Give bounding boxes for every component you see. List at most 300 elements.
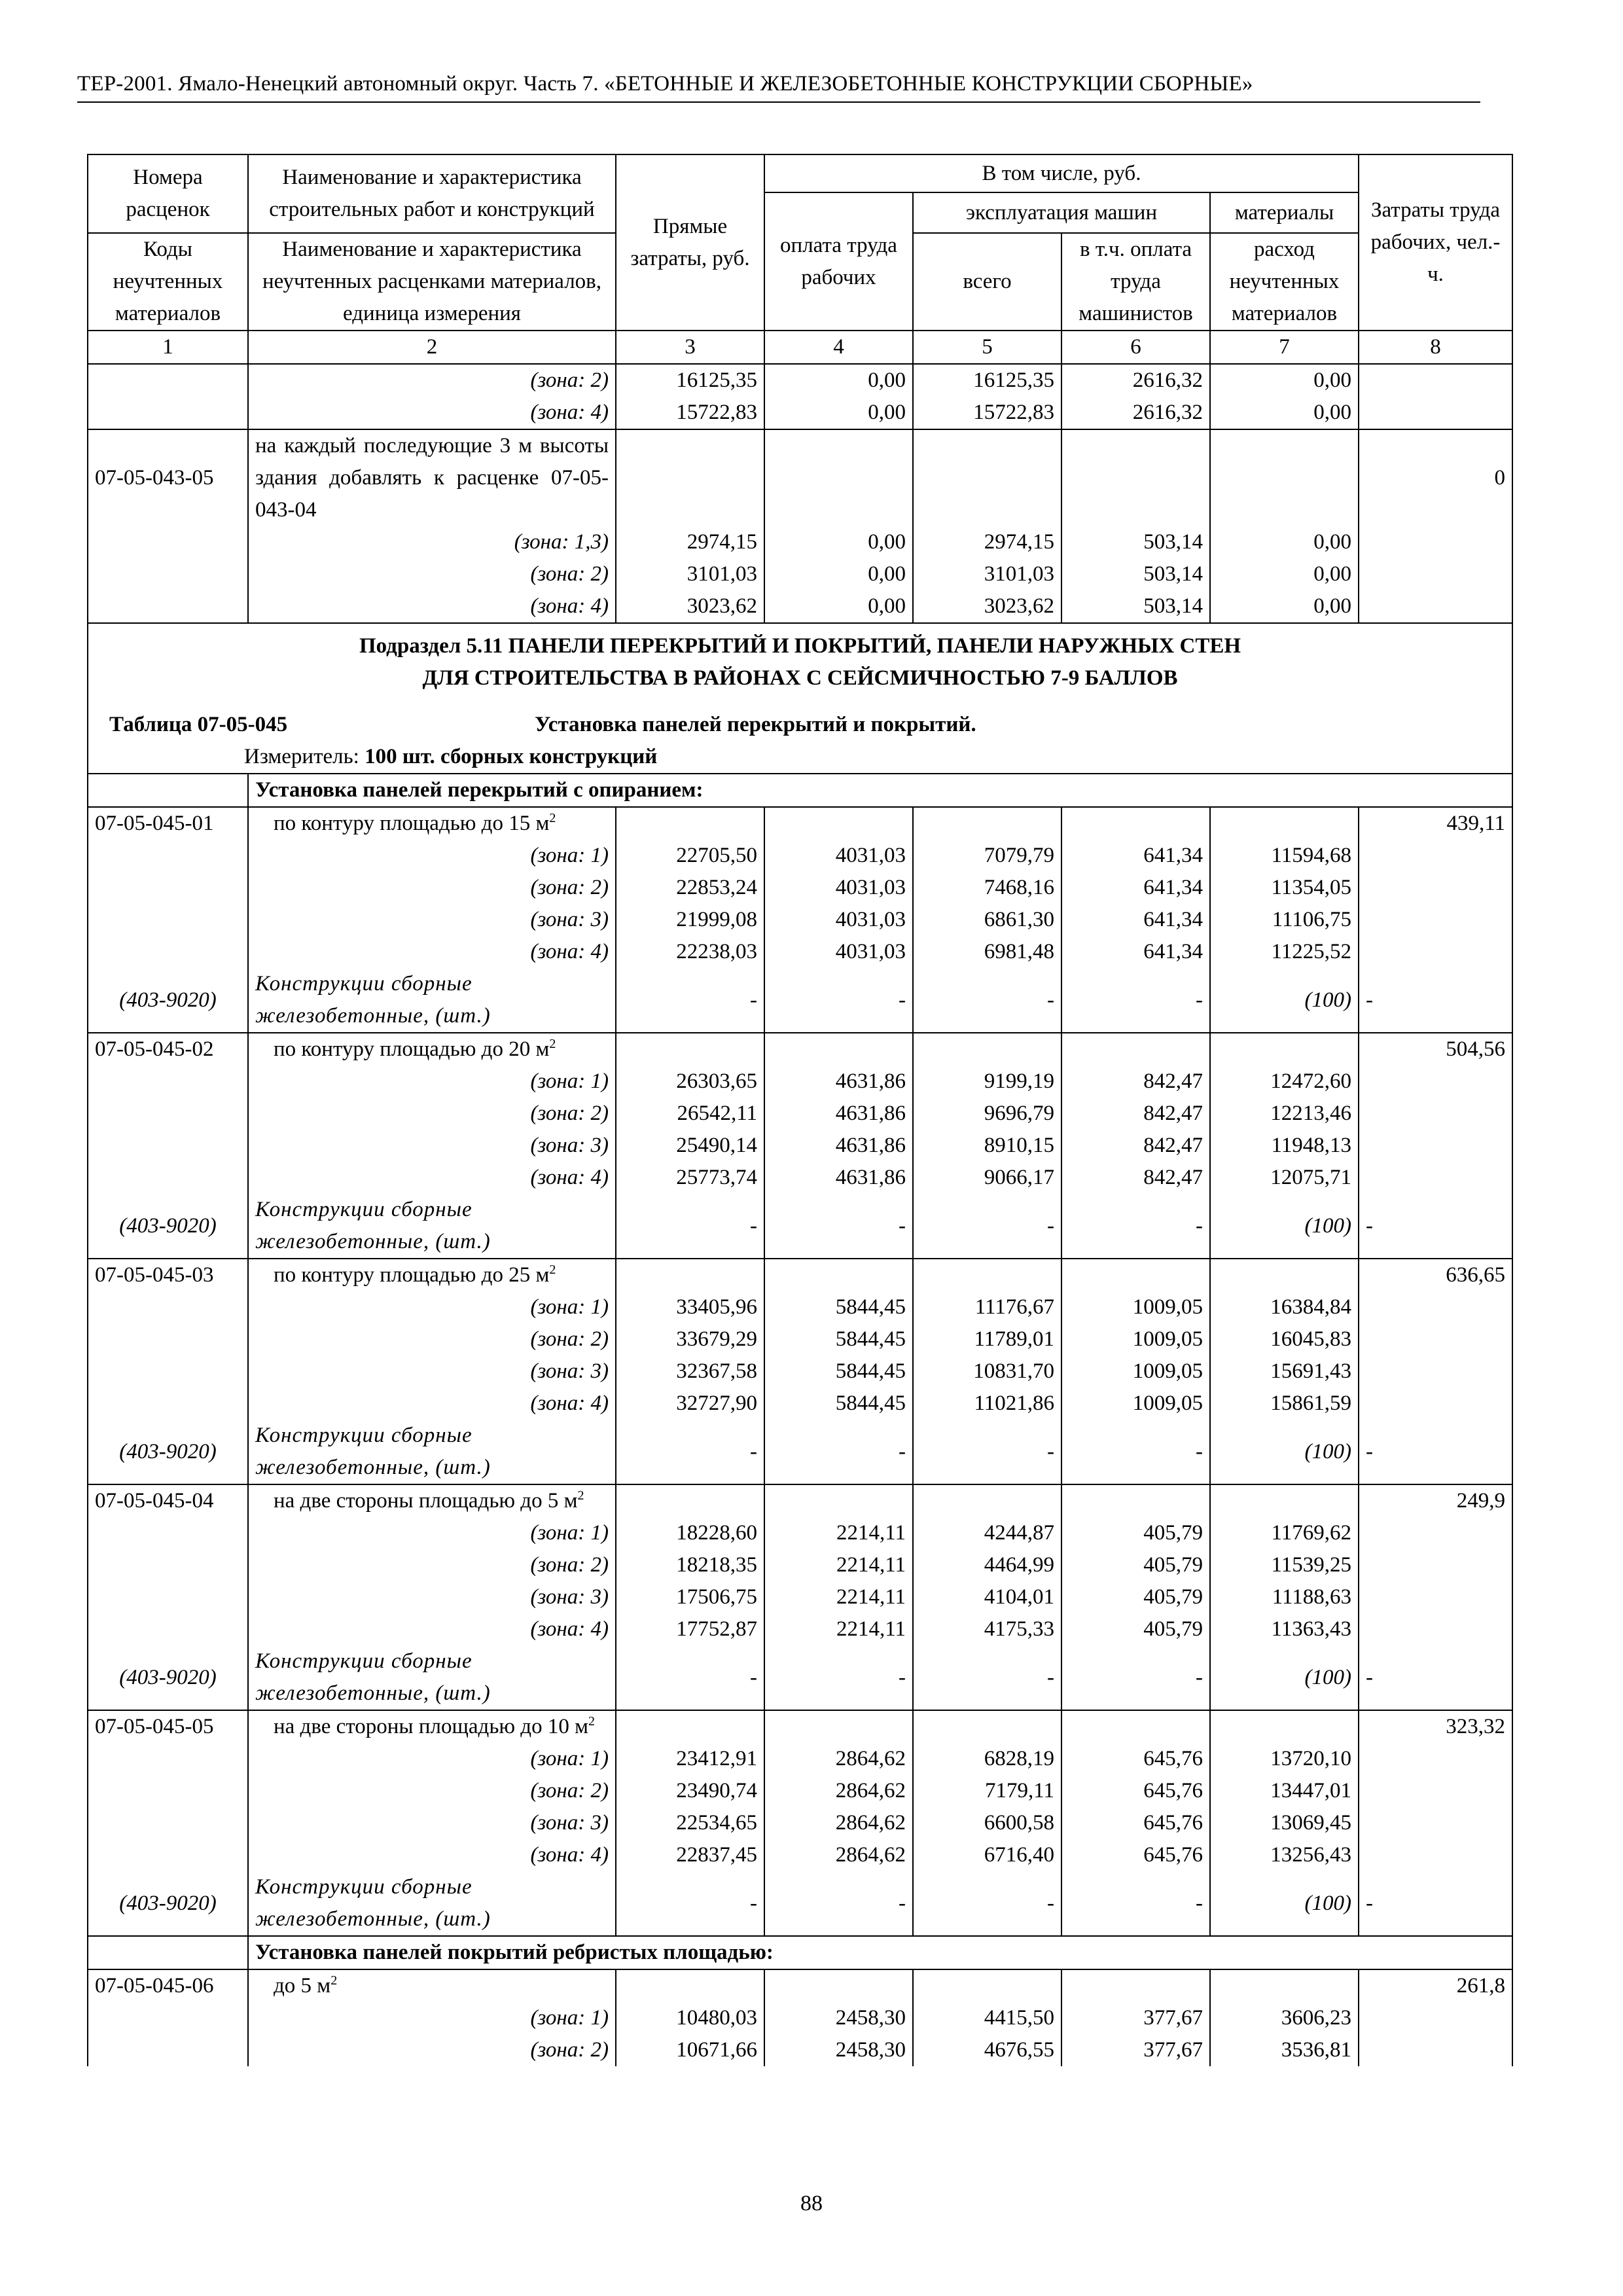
item-code: 07-05-045-06 [88, 1969, 248, 2002]
zone-label: (зона: 1) [248, 1291, 616, 1323]
value-cell: 21999,08 [616, 904, 764, 936]
zone-row [88, 1775, 1512, 1807]
col-codes-header: Номера расценок [88, 154, 248, 233]
empty-cell [616, 1033, 764, 1066]
value-cell: 842,47 [1061, 1098, 1210, 1130]
zone-row [88, 1162, 1512, 1194]
value-cell: 11225,52 [1210, 936, 1359, 968]
material-name: Конструкции сборные железобетонные, (шт.) [248, 1194, 616, 1259]
empty-cell [88, 1549, 248, 1581]
value-cell: 2616,32 [1061, 364, 1210, 397]
material-dash: - [1061, 1194, 1210, 1259]
zone-label: (зона: 2) [248, 2034, 616, 2066]
value-cell: 3606,23 [1210, 2002, 1359, 2034]
zone-label: (зона: 3) [248, 904, 616, 936]
zone-label: (зона: 4) [248, 936, 616, 968]
labor-value: 249,9 [1359, 1484, 1512, 1517]
value-cell: 377,67 [1061, 2002, 1210, 2034]
empty-cell [1359, 1130, 1512, 1162]
value-cell: 0,00 [1210, 558, 1359, 590]
zone-label: (зона: 2) [248, 558, 616, 590]
material-dash: - [913, 1420, 1061, 1484]
value-cell: 22534,65 [616, 1807, 764, 1839]
col-machines-wages-header: в т.ч. оплата труда машинистов [1061, 233, 1210, 331]
empty-cell [88, 774, 248, 807]
value-cell: 4631,86 [764, 1162, 913, 1194]
empty-cell [88, 1355, 248, 1388]
col-number: 5 [913, 331, 1061, 364]
value-cell: 641,34 [1061, 872, 1210, 904]
labor-value: 323,32 [1359, 1710, 1512, 1743]
zone-label: (зона: 2) [248, 1775, 616, 1807]
col-name-header: Наименование и характеристика строительных работ и конструкций [248, 154, 616, 233]
empty-cell [1210, 1969, 1359, 2002]
material-code: (403-9020) [88, 1420, 248, 1484]
value-cell: 32727,90 [616, 1388, 764, 1420]
empty-cell [764, 807, 913, 840]
empty-cell [1061, 1259, 1210, 1291]
table-title-row [88, 694, 1512, 741]
empty-cell [1359, 364, 1512, 397]
empty-cell [1359, 1162, 1512, 1194]
zone-row [88, 397, 1512, 429]
value-cell: 842,47 [1061, 1130, 1210, 1162]
value-cell: 3536,81 [1210, 2034, 1359, 2066]
empty-cell [88, 397, 248, 429]
material-name: Конструкции сборные железобетонные, (шт.) [248, 1645, 616, 1710]
item-description-text: по контуру площадью до 15 м [274, 812, 550, 835]
zone-row [88, 1323, 1512, 1355]
zone-label: (зона: 4) [248, 590, 616, 623]
value-cell: 0,00 [764, 558, 913, 590]
unit-exponent: 2 [549, 1263, 556, 1277]
zone-label: (зона: 4) [248, 1388, 616, 1420]
empty-cell [1359, 1323, 1512, 1355]
zone-row [88, 1291, 1512, 1323]
material-dash: - [616, 1645, 764, 1710]
value-cell: 377,67 [1061, 2034, 1210, 2066]
empty-cell [764, 1484, 913, 1517]
zone-row [88, 1839, 1512, 1871]
value-cell: 405,79 [1061, 1613, 1210, 1645]
zone-label: (зона: 4) [248, 397, 616, 429]
value-cell: 13447,01 [1210, 1775, 1359, 1807]
empty-cell [88, 364, 248, 397]
empty-cell [88, 1388, 248, 1420]
empty-cell [88, 1581, 248, 1613]
zone-label: (зона: 1) [248, 1066, 616, 1098]
material-row [88, 968, 1512, 1033]
measure-row [88, 741, 1512, 774]
value-cell: 4031,03 [764, 840, 913, 872]
empty-cell [616, 429, 764, 526]
unit-exponent: 2 [549, 1037, 556, 1051]
empty-cell [1359, 1066, 1512, 1098]
item-row [88, 807, 1512, 840]
value-cell: 12472,60 [1210, 1066, 1359, 1098]
zone-label: (зона: 2) [248, 1323, 616, 1355]
item-code: 07-05-045-03 [88, 1259, 248, 1291]
material-labor-dash: - [1359, 968, 1512, 1033]
item-description: на каждый последующие 3 м высоты здания добавлять к расценке 07-05-043-04 [248, 429, 616, 526]
material-dash: - [764, 1194, 913, 1259]
value-cell: 0,00 [764, 526, 913, 558]
subsection-line-1: Подраздел 5.11 ПАНЕЛИ ПЕРЕКРЫТИЙ И ПОКРЫТИЙ, ПАНЕЛИ НАРУЖНЫХ СТЕН [359, 634, 1241, 658]
col-labor-header: Затраты труда рабочих, чел.-ч. [1359, 154, 1512, 331]
zone-label: (зона: 1) [248, 1517, 616, 1549]
item-description [248, 1033, 616, 1066]
material-labor-dash: - [1359, 1645, 1512, 1710]
value-cell: 6828,19 [913, 1743, 1061, 1775]
value-cell: 7079,79 [913, 840, 1061, 872]
measure-label: Измеритель: [244, 745, 359, 768]
value-cell: 9066,17 [913, 1162, 1061, 1194]
empty-cell [764, 1033, 913, 1066]
value-cell: 32367,58 [616, 1355, 764, 1388]
value-cell: 842,47 [1061, 1066, 1210, 1098]
value-cell: 22853,24 [616, 872, 764, 904]
empty-cell [1210, 807, 1359, 840]
zone-label: (зона: 1) [248, 1743, 616, 1775]
empty-cell [1210, 429, 1359, 526]
empty-cell [88, 1066, 248, 1098]
subsection-row [88, 623, 1512, 694]
value-cell: 9696,79 [913, 1098, 1061, 1130]
value-cell: 7468,16 [913, 872, 1061, 904]
value-cell: 18228,60 [616, 1517, 764, 1549]
item-code: 07-05-045-04 [88, 1484, 248, 1517]
value-cell: 11176,67 [913, 1291, 1061, 1323]
empty-cell [1359, 840, 1512, 872]
material-dash: - [913, 968, 1061, 1033]
value-cell: 10671,66 [616, 2034, 764, 2066]
value-cell: 11188,63 [1210, 1581, 1359, 1613]
zone-row [88, 1355, 1512, 1388]
value-cell: 16384,84 [1210, 1291, 1359, 1323]
value-cell: 405,79 [1061, 1517, 1210, 1549]
empty-cell [616, 1259, 764, 1291]
item-description-text: по контуру площадью до 25 м [274, 1263, 550, 1287]
group-title: Установка панелей покрытий ребристых площадью: [248, 1936, 1512, 1969]
value-cell: 641,34 [1061, 904, 1210, 936]
material-dash: - [913, 1194, 1061, 1259]
value-cell: 16125,35 [913, 364, 1061, 397]
col-matcodes-header: Коды неучтенных материалов [88, 233, 248, 331]
empty-cell [88, 1936, 248, 1969]
empty-cell [1359, 1098, 1512, 1130]
value-cell: 5844,45 [764, 1388, 913, 1420]
item-description-text: на две стороны площадью до 5 м [274, 1489, 578, 1513]
empty-cell [1359, 872, 1512, 904]
zone-label: (зона: 2) [248, 1549, 616, 1581]
page-number: 88 [800, 2191, 823, 2215]
empty-cell [88, 1839, 248, 1871]
unit-exponent: 2 [549, 811, 556, 825]
col-number: 3 [616, 331, 764, 364]
empty-cell [1061, 1484, 1210, 1517]
value-cell: 25773,74 [616, 1162, 764, 1194]
empty-cell [1210, 1710, 1359, 1743]
group-row [88, 1936, 1512, 1969]
empty-cell [1359, 1355, 1512, 1388]
empty-cell [1359, 1291, 1512, 1323]
empty-cell [88, 1130, 248, 1162]
material-dash: - [1061, 1420, 1210, 1484]
zone-label: (зона: 2) [248, 364, 616, 397]
zone-row [88, 840, 1512, 872]
zone-row [88, 1517, 1512, 1549]
value-cell: 1009,05 [1061, 1388, 1210, 1420]
col-machines-total-header: всего [913, 233, 1061, 331]
material-labor-dash: - [1359, 1194, 1512, 1259]
zone-row [88, 2002, 1512, 2034]
labor-value: 261,8 [1359, 1969, 1512, 2002]
zone-row [88, 1098, 1512, 1130]
value-cell: 0,00 [764, 397, 913, 429]
empty-cell [616, 807, 764, 840]
item-description [248, 1484, 616, 1517]
col-machines-header: эксплуатация машин [913, 192, 1210, 233]
value-cell: 0,00 [1210, 526, 1359, 558]
value-cell: 2864,62 [764, 1775, 913, 1807]
empty-cell [1359, 904, 1512, 936]
zone-label: (зона: 3) [248, 1807, 616, 1839]
zone-label: (зона: 2) [248, 1098, 616, 1130]
material-name: Конструкции сборные железобетонные, (шт.) [248, 1420, 616, 1484]
empty-cell [616, 1710, 764, 1743]
material-code: (403-9020) [88, 968, 248, 1033]
empty-cell [1359, 2002, 1512, 2034]
value-cell: 6861,30 [913, 904, 1061, 936]
value-cell: 33679,29 [616, 1323, 764, 1355]
value-cell: 7179,11 [913, 1775, 1061, 1807]
empty-cell [1359, 590, 1512, 623]
zone-label: (зона: 3) [248, 1581, 616, 1613]
value-cell: 10831,70 [913, 1355, 1061, 1388]
empty-cell [88, 1775, 248, 1807]
value-cell: 15722,83 [913, 397, 1061, 429]
zone-row [88, 558, 1512, 590]
zone-row [88, 1807, 1512, 1839]
value-cell: 11539,25 [1210, 1549, 1359, 1581]
value-cell: 15722,83 [616, 397, 764, 429]
zone-label: (зона: 2) [248, 872, 616, 904]
group-title: Установка панелей перекрытий с опиранием: [248, 774, 1512, 807]
empty-cell [88, 1098, 248, 1130]
item-row [88, 1033, 1512, 1066]
material-quantity: (100) [1210, 1645, 1359, 1710]
value-cell: 4031,03 [764, 936, 913, 968]
empty-cell [913, 1033, 1061, 1066]
material-dash: - [913, 1871, 1061, 1936]
col-number: 1 [88, 331, 248, 364]
value-cell: 1009,05 [1061, 1291, 1210, 1323]
value-cell: 22705,50 [616, 840, 764, 872]
value-cell: 4031,03 [764, 872, 913, 904]
empty-cell [764, 1259, 913, 1291]
value-cell: 2974,15 [913, 526, 1061, 558]
material-row [88, 1194, 1512, 1259]
value-cell: 2214,11 [764, 1581, 913, 1613]
value-cell: 23490,74 [616, 1775, 764, 1807]
zone-label: (зона: 1,3) [248, 526, 616, 558]
value-cell: 11354,05 [1210, 872, 1359, 904]
material-dash: - [764, 1871, 913, 1936]
measure-value: 100 шт. сборных конструкций [365, 745, 658, 768]
value-cell: 15691,43 [1210, 1355, 1359, 1388]
running-header: ТЕР-2001. Ямало-Ненецкий автономный округ. Часть 7. «БЕТОННЫЕ И ЖЕЛЕЗОБЕТОННЫЕ КОНСТРУКЦИИ СБОРНЫЕ» [77, 72, 1480, 103]
material-labor-dash: - [1359, 1871, 1512, 1936]
material-labor-dash: - [1359, 1420, 1512, 1484]
subsection-title [88, 623, 1512, 694]
empty-cell [1359, 1613, 1512, 1645]
item-code: 07-05-045-02 [88, 1033, 248, 1066]
zone-row [88, 590, 1512, 623]
price-table [87, 154, 1513, 2066]
value-cell: 17506,75 [616, 1581, 764, 1613]
item-code: 07-05-045-05 [88, 1710, 248, 1743]
zone-label: (зона: 4) [248, 1839, 616, 1871]
item-code: 07-05-045-01 [88, 807, 248, 840]
value-cell: 18218,35 [616, 1549, 764, 1581]
value-cell: 6716,40 [913, 1839, 1061, 1871]
empty-cell [913, 807, 1061, 840]
labor-value: 636,65 [1359, 1259, 1512, 1291]
value-cell: 645,76 [1061, 1807, 1210, 1839]
value-cell: 2458,30 [764, 2002, 913, 2034]
material-dash: - [616, 1871, 764, 1936]
empty-cell [913, 1484, 1061, 1517]
empty-cell [88, 1517, 248, 1549]
empty-cell [1061, 1969, 1210, 2002]
empty-cell [913, 429, 1061, 526]
value-cell: 2864,62 [764, 1807, 913, 1839]
labor-value: 439,11 [1359, 807, 1512, 840]
material-dash: - [616, 1420, 764, 1484]
value-cell: 16125,35 [616, 364, 764, 397]
material-dash: - [764, 1645, 913, 1710]
empty-cell [616, 1969, 764, 2002]
material-name: Конструкции сборные железобетонные, (шт.) [248, 968, 616, 1033]
empty-cell [88, 1807, 248, 1839]
material-dash: - [1061, 1645, 1210, 1710]
item-row [88, 429, 1512, 526]
empty-cell [1210, 1259, 1359, 1291]
zone-row [88, 936, 1512, 968]
value-cell: 1009,05 [1061, 1355, 1210, 1388]
value-cell: 5844,45 [764, 1323, 913, 1355]
empty-cell [88, 2002, 248, 2034]
empty-cell [764, 429, 913, 526]
zone-label: (зона: 3) [248, 1130, 616, 1162]
zone-row [88, 526, 1512, 558]
empty-cell [1359, 936, 1512, 968]
value-cell: 2214,11 [764, 1549, 913, 1581]
empty-cell [616, 1484, 764, 1517]
value-cell: 3023,62 [913, 590, 1061, 623]
material-code: (403-9020) [88, 1645, 248, 1710]
material-dash: - [1061, 968, 1210, 1033]
value-cell: 2214,11 [764, 1517, 913, 1549]
zone-row [88, 364, 1512, 397]
col-incl-header: В том числе, руб. [764, 154, 1359, 192]
empty-cell [913, 1710, 1061, 1743]
value-cell: 5844,45 [764, 1291, 913, 1323]
zone-row [88, 1130, 1512, 1162]
value-cell: 2864,62 [764, 1839, 913, 1871]
material-quantity: (100) [1210, 1871, 1359, 1936]
value-cell: 0,00 [1210, 397, 1359, 429]
value-cell: 503,14 [1061, 590, 1210, 623]
value-cell: 503,14 [1061, 526, 1210, 558]
empty-cell [1359, 1549, 1512, 1581]
value-cell: 405,79 [1061, 1581, 1210, 1613]
empty-cell [913, 1969, 1061, 2002]
material-dash: - [913, 1645, 1061, 1710]
value-cell: 0,00 [764, 590, 913, 623]
zone-label: (зона: 4) [248, 1613, 616, 1645]
value-cell: 23412,91 [616, 1743, 764, 1775]
value-cell: 3023,62 [616, 590, 764, 623]
table-number: Таблица 07-05-045 [109, 713, 288, 736]
empty-cell [1359, 1807, 1512, 1839]
value-cell: 4631,86 [764, 1066, 913, 1098]
value-cell: 4676,55 [913, 2034, 1061, 2066]
zone-row [88, 1549, 1512, 1581]
value-cell: 11769,62 [1210, 1517, 1359, 1549]
empty-cell [1359, 1388, 1512, 1420]
item-description-text: по контуру площадью до 20 м [274, 1037, 550, 1061]
empty-cell [88, 872, 248, 904]
empty-cell [88, 526, 248, 558]
value-cell: 3101,03 [616, 558, 764, 590]
material-dash: - [764, 968, 913, 1033]
item-row [88, 1969, 1512, 2002]
material-code: (403-9020) [88, 1871, 248, 1936]
material-quantity: (100) [1210, 1420, 1359, 1484]
value-cell: 26542,11 [616, 1098, 764, 1130]
value-cell: 2974,15 [616, 526, 764, 558]
empty-cell [88, 936, 248, 968]
value-cell: 4631,86 [764, 1098, 913, 1130]
item-description-text: на две стороны площадью до 10 м [274, 1715, 588, 1738]
labor-value: 0 [1359, 429, 1512, 526]
empty-cell [88, 1613, 248, 1645]
zone-row [88, 904, 1512, 936]
value-cell: 13256,43 [1210, 1839, 1359, 1871]
zone-label: (зона: 3) [248, 1355, 616, 1388]
zone-row [88, 1066, 1512, 1098]
col-number: 6 [1061, 331, 1210, 364]
column-numbers-row [88, 331, 1512, 364]
item-description [248, 807, 616, 840]
value-cell: 33405,96 [616, 1291, 764, 1323]
empty-cell [88, 1743, 248, 1775]
value-cell: 11363,43 [1210, 1613, 1359, 1645]
empty-cell [1061, 1033, 1210, 1066]
value-cell: 10480,03 [616, 2002, 764, 2034]
measure-unit [88, 741, 1512, 774]
item-code: 07-05-043-05 [88, 429, 248, 526]
value-cell: 5844,45 [764, 1355, 913, 1388]
col-matnames-header: Наименование и характеристика неучтенных расценками материалов, единица измерения [248, 233, 616, 331]
empty-cell [1061, 1710, 1210, 1743]
material-dash: - [1061, 1871, 1210, 1936]
value-cell: 641,34 [1061, 840, 1210, 872]
item-description [248, 1710, 616, 1743]
value-cell: 25490,14 [616, 1130, 764, 1162]
group-row [88, 774, 1512, 807]
